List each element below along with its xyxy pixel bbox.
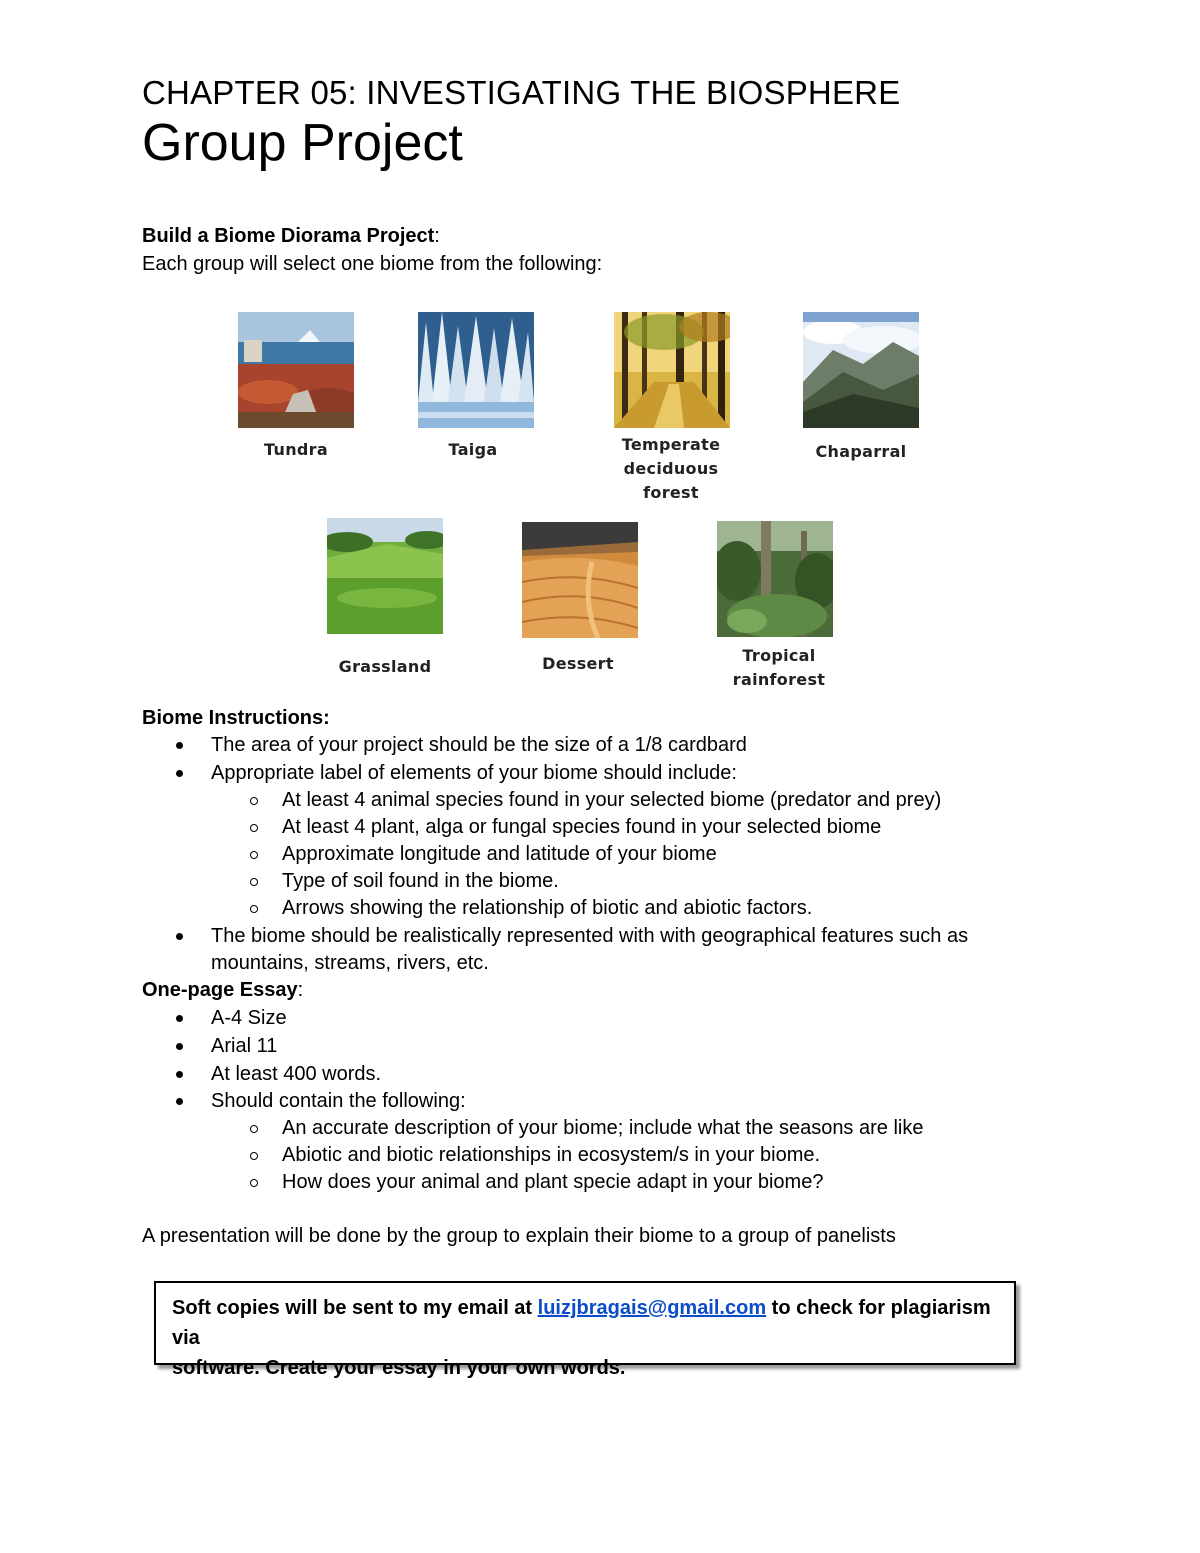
sub-list-item: At least 4 animal species found in your selected biome (predator and prey) <box>282 789 942 811</box>
essay-heading-line <box>142 978 303 1002</box>
note-text: Soft copies will be sent to my email at <box>172 1297 538 1319</box>
biome-label-tundra: Tundra <box>264 440 328 459</box>
list-item-continuation: mountains, streams, rivers, etc. <box>211 952 489 974</box>
list-item: Arial 11 <box>211 1035 278 1057</box>
sub-list-item: How does your animal and plant specie adapt in your biome? <box>282 1171 824 1193</box>
circle-bullet-icon <box>250 878 258 886</box>
desert-photo <box>522 522 638 638</box>
tropical-rainforest-photo <box>717 521 833 637</box>
note-text: software. Create your essay in your own words. <box>172 1357 626 1379</box>
intro-heading-colon: : <box>434 225 440 247</box>
intro-text: Each group will select one biome from the following: <box>142 253 603 275</box>
sub-list-item: An accurate description of your biome; include what the seasons are like <box>282 1117 924 1139</box>
label-line: forest <box>643 483 699 502</box>
list-item: The biome should be realistically represented with with geographical features such as <box>211 925 969 947</box>
chaparral-photo <box>803 312 919 428</box>
bullet-icon <box>176 1071 183 1078</box>
submission-note <box>172 1293 1002 1383</box>
email-link[interactable]: luizjbragais@gmail.com <box>537 1297 767 1319</box>
sub-list-item: Approximate longitude and latitude of your biome <box>282 843 717 865</box>
taiga-photo <box>418 312 534 428</box>
sub-list-item: Abiotic and biotic relationships in ecosystem/s in your biome. <box>282 1144 821 1166</box>
temperate-forest-photo <box>614 312 730 428</box>
bullet-icon <box>176 1015 183 1022</box>
circle-bullet-icon <box>250 797 258 805</box>
list-item: At least 400 words. <box>211 1063 382 1085</box>
bullet-icon <box>176 770 183 777</box>
biome-label-tropical-rainforest <box>711 644 847 692</box>
note-text: to check for plagiarism via <box>172 1297 991 1349</box>
intro-heading: Build a Biome Diorama Project <box>142 225 435 247</box>
list-item: The area of your project should be the size of a 1/8 cardbard <box>211 734 747 756</box>
grassland-photo <box>327 518 443 634</box>
circle-bullet-icon <box>250 851 258 859</box>
bullet-icon <box>176 933 183 940</box>
circle-bullet-icon <box>250 1179 258 1187</box>
presentation-text: A presentation will be done by the group to explain their biome to a group of panelists <box>142 1225 896 1247</box>
bullet-icon <box>176 1043 183 1050</box>
circle-bullet-icon <box>250 1125 258 1133</box>
biome-label-grassland: Grassland <box>338 657 432 676</box>
chapter-heading: CHAPTER 05: INVESTIGATING THE BIOSPHERE <box>142 74 901 111</box>
intro-heading-line <box>142 224 440 248</box>
circle-bullet-icon <box>250 824 258 832</box>
label-line: Temperate <box>621 435 721 454</box>
list-item: Should contain the following: <box>211 1090 466 1112</box>
sub-list-item: At least 4 plant, alga or fungal species found in your selected biome <box>282 816 882 838</box>
page-title: Group Project <box>142 114 463 172</box>
sub-list-item: Type of soil found in the biome. <box>282 870 559 892</box>
label-line: Tropical <box>742 646 816 665</box>
sub-list-item: Arrows showing the relationship of biotic and abiotic factors. <box>282 897 813 919</box>
essay-heading-colon: : <box>297 979 304 1001</box>
biome-label-taiga: Taiga <box>448 440 498 459</box>
biome-instructions-heading: Biome Instructions: <box>142 707 330 729</box>
bullet-icon <box>176 742 183 749</box>
essay-heading: One-page Essay <box>142 979 298 1001</box>
biome-label-chaparral: Chaparral <box>815 442 907 461</box>
biome-label-desert: Dessert <box>542 654 614 673</box>
tundra-photo <box>238 312 354 428</box>
circle-bullet-icon <box>250 905 258 913</box>
circle-bullet-icon <box>250 1152 258 1160</box>
label-line: deciduous <box>623 459 719 478</box>
biome-label-temperate-forest <box>604 433 738 505</box>
bullet-icon <box>176 1098 183 1105</box>
label-line: rainforest <box>732 670 826 689</box>
list-item: Appropriate label of elements of your biome should include: <box>211 762 737 784</box>
submission-note-box <box>154 1281 1016 1379</box>
list-item: A-4 Size <box>211 1007 287 1029</box>
